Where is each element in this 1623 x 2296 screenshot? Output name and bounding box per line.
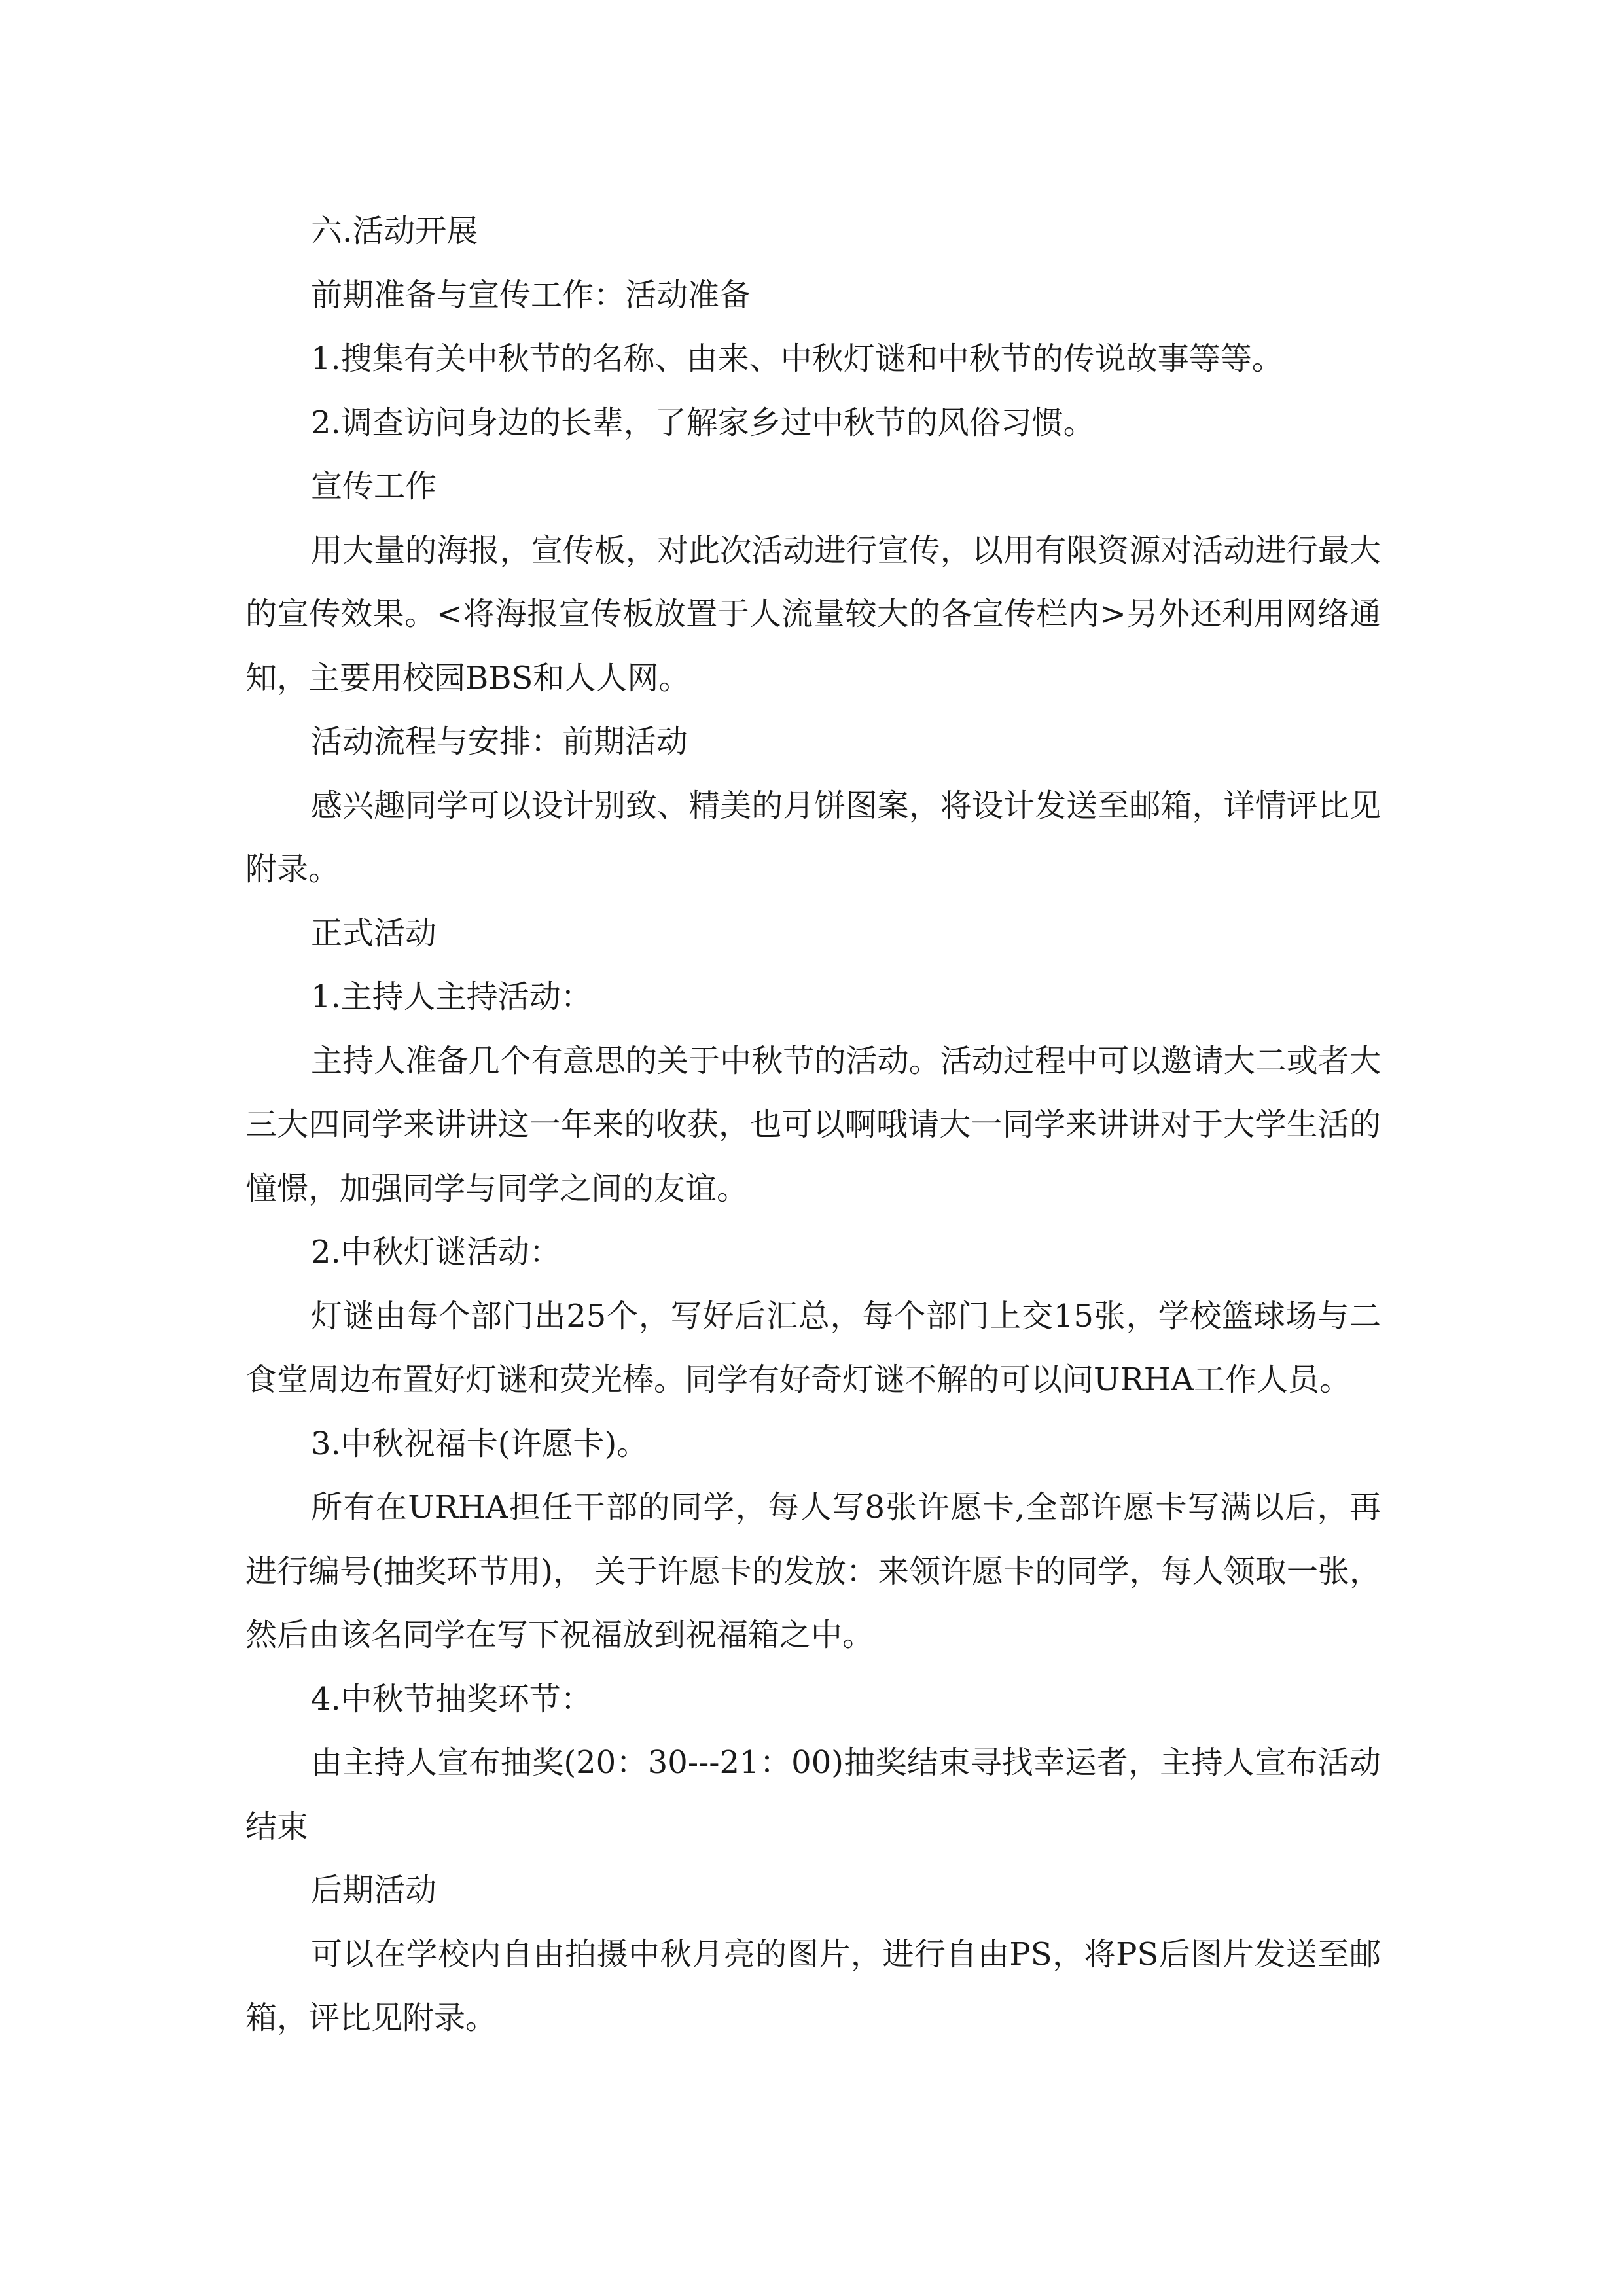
body-paragraph: 用大量的海报，宣传板，对此次活动进行宣传，以用有限资源对活动进行最大的宣传效果。<将海报宣传板放置于人流量较大的各宣传栏内>另外还利用网络通知，主要用校园BBS和人人网。	[245, 531, 1381, 696]
section-heading: 六.活动开展	[311, 213, 478, 249]
body-paragraph: 所有在URHA担任干部的同学，每人写8张许愿卡,全部许愿卡写满以后，再进行编号(抽奖环节用)， 关于许愿卡的发放：来领许愿卡的同学，每人领取一张，然后由该名同学在写下祝福放到祝福箱之中。	[245, 1489, 1381, 1653]
subheading-preparation: 前期准备与宣传工作：活动准备	[311, 276, 751, 314]
body-paragraph: 感兴趣同学可以设计别致、精美的月饼图案，将设计发送至邮箱，详情评比见附录。	[245, 787, 1381, 888]
list-item: 3.中秋祝福卡(许愿卡)。	[311, 1425, 649, 1462]
subheading-process: 活动流程与安排：前期活动	[311, 723, 688, 760]
subheading-later-activity: 后期活动	[311, 1872, 437, 1909]
body-paragraph: 主持人准备几个有意思的关于中秋节的活动。活动过程中可以邀请大二或者大三大四同学来讲讲这一年来的收获，也可以啊哦请大一同学来讲讲对于大学生活的憧憬，加强同学与同学之间的友谊。	[245, 1042, 1381, 1207]
subheading-formal-activity: 正式活动	[311, 914, 437, 952]
document-body	[245, 200, 1381, 2051]
body-paragraph: 由主持人宣布抽奖(20：30---21：00)抽奖结束寻找幸运者，主持人宣布活动结束	[245, 1744, 1381, 1845]
subheading-publicity: 宣传工作	[311, 468, 437, 505]
body-paragraph: 灯谜由每个部门出25个，写好后汇总，每个部门上交15张，学校篮球场与二食堂周边布置好灯谜和荧光棒。同学有好奇灯谜不解的可以问URHA工作人员。	[245, 1297, 1381, 1398]
body-paragraph: 可以在学校内自由拍摄中秋月亮的图片，进行自由PS，将PS后图片发送至邮箱，评比见附录。	[245, 1935, 1381, 2036]
list-item: 1.搜集有关中秋节的名称、由来、中秋灯谜和中秋节的传说故事等等。	[311, 340, 1283, 377]
list-item: 2.中秋灯谜活动：	[311, 1234, 561, 1270]
list-item: 1.主持人主持活动：	[311, 978, 592, 1015]
list-item: 4.中秋节抽奖环节：	[311, 1680, 592, 1717]
list-item: 2.调查访问身边的长辈，了解家乡过中秋节的风俗习惯。	[311, 404, 1095, 441]
